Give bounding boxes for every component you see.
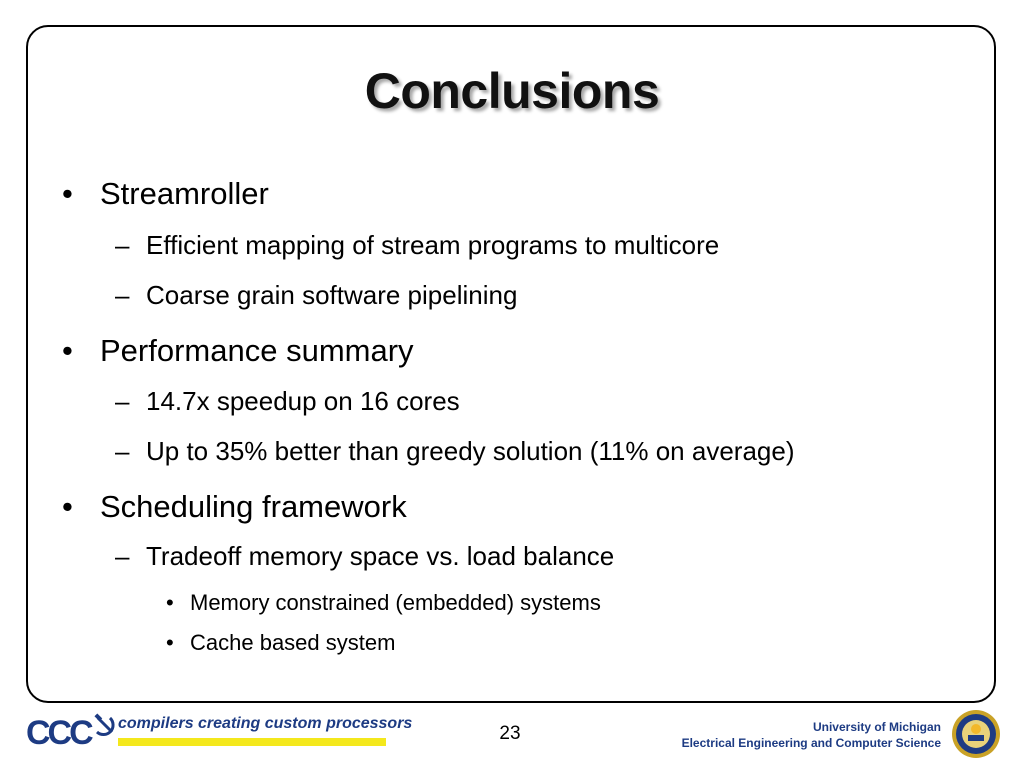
subbullet-speedup: 14.7x speedup on 16 cores: [146, 386, 460, 416]
dash-marker: –: [115, 280, 130, 310]
dash-marker: –: [115, 386, 130, 416]
bullet-scheduling-framework: Scheduling framework: [100, 489, 407, 524]
dash-marker: –: [115, 436, 130, 466]
bullet-marker: •: [62, 489, 73, 524]
university-label: [682, 719, 941, 751]
department-name: Electrical Engineering and Computer Science: [681, 736, 941, 750]
slide-title: Conclusions: [364, 63, 660, 119]
subbullet-better-than-greedy: Up to 35% better than greedy solution (11% on average): [146, 436, 795, 466]
tagline-underline: [118, 738, 386, 746]
bullet-performance-summary: Performance summary: [100, 333, 414, 368]
bullet-marker: •: [166, 630, 174, 655]
university-name: University of Michigan: [812, 720, 941, 734]
subbullet-tradeoff: Tradeoff memory space vs. load balance: [146, 541, 615, 571]
ccc-logo-text: CCC: [26, 714, 91, 752]
bullet-marker: •: [62, 176, 73, 211]
tagline-text: compilers creating custom processors: [118, 715, 413, 732]
subbullet-coarse-grain: Coarse grain software pipelining: [146, 280, 518, 310]
bullet-marker: •: [62, 333, 73, 368]
hammer-sickle-icon: [92, 712, 118, 738]
subbullet-efficient-mapping: Efficient mapping of stream programs to multicore: [146, 230, 720, 260]
dash-marker: –: [115, 230, 130, 260]
ccc-logo: [26, 712, 413, 754]
university-seal-icon: [951, 709, 1001, 759]
subsubbullet-memory-constrained: Memory constrained (embedded) systems: [190, 590, 601, 615]
bullet-marker: •: [166, 590, 174, 615]
page-number: 23: [499, 723, 521, 744]
subsubbullet-cache-based: Cache based system: [190, 630, 396, 655]
bullet-streamroller: Streamroller: [100, 176, 269, 211]
dash-marker: –: [115, 541, 130, 571]
